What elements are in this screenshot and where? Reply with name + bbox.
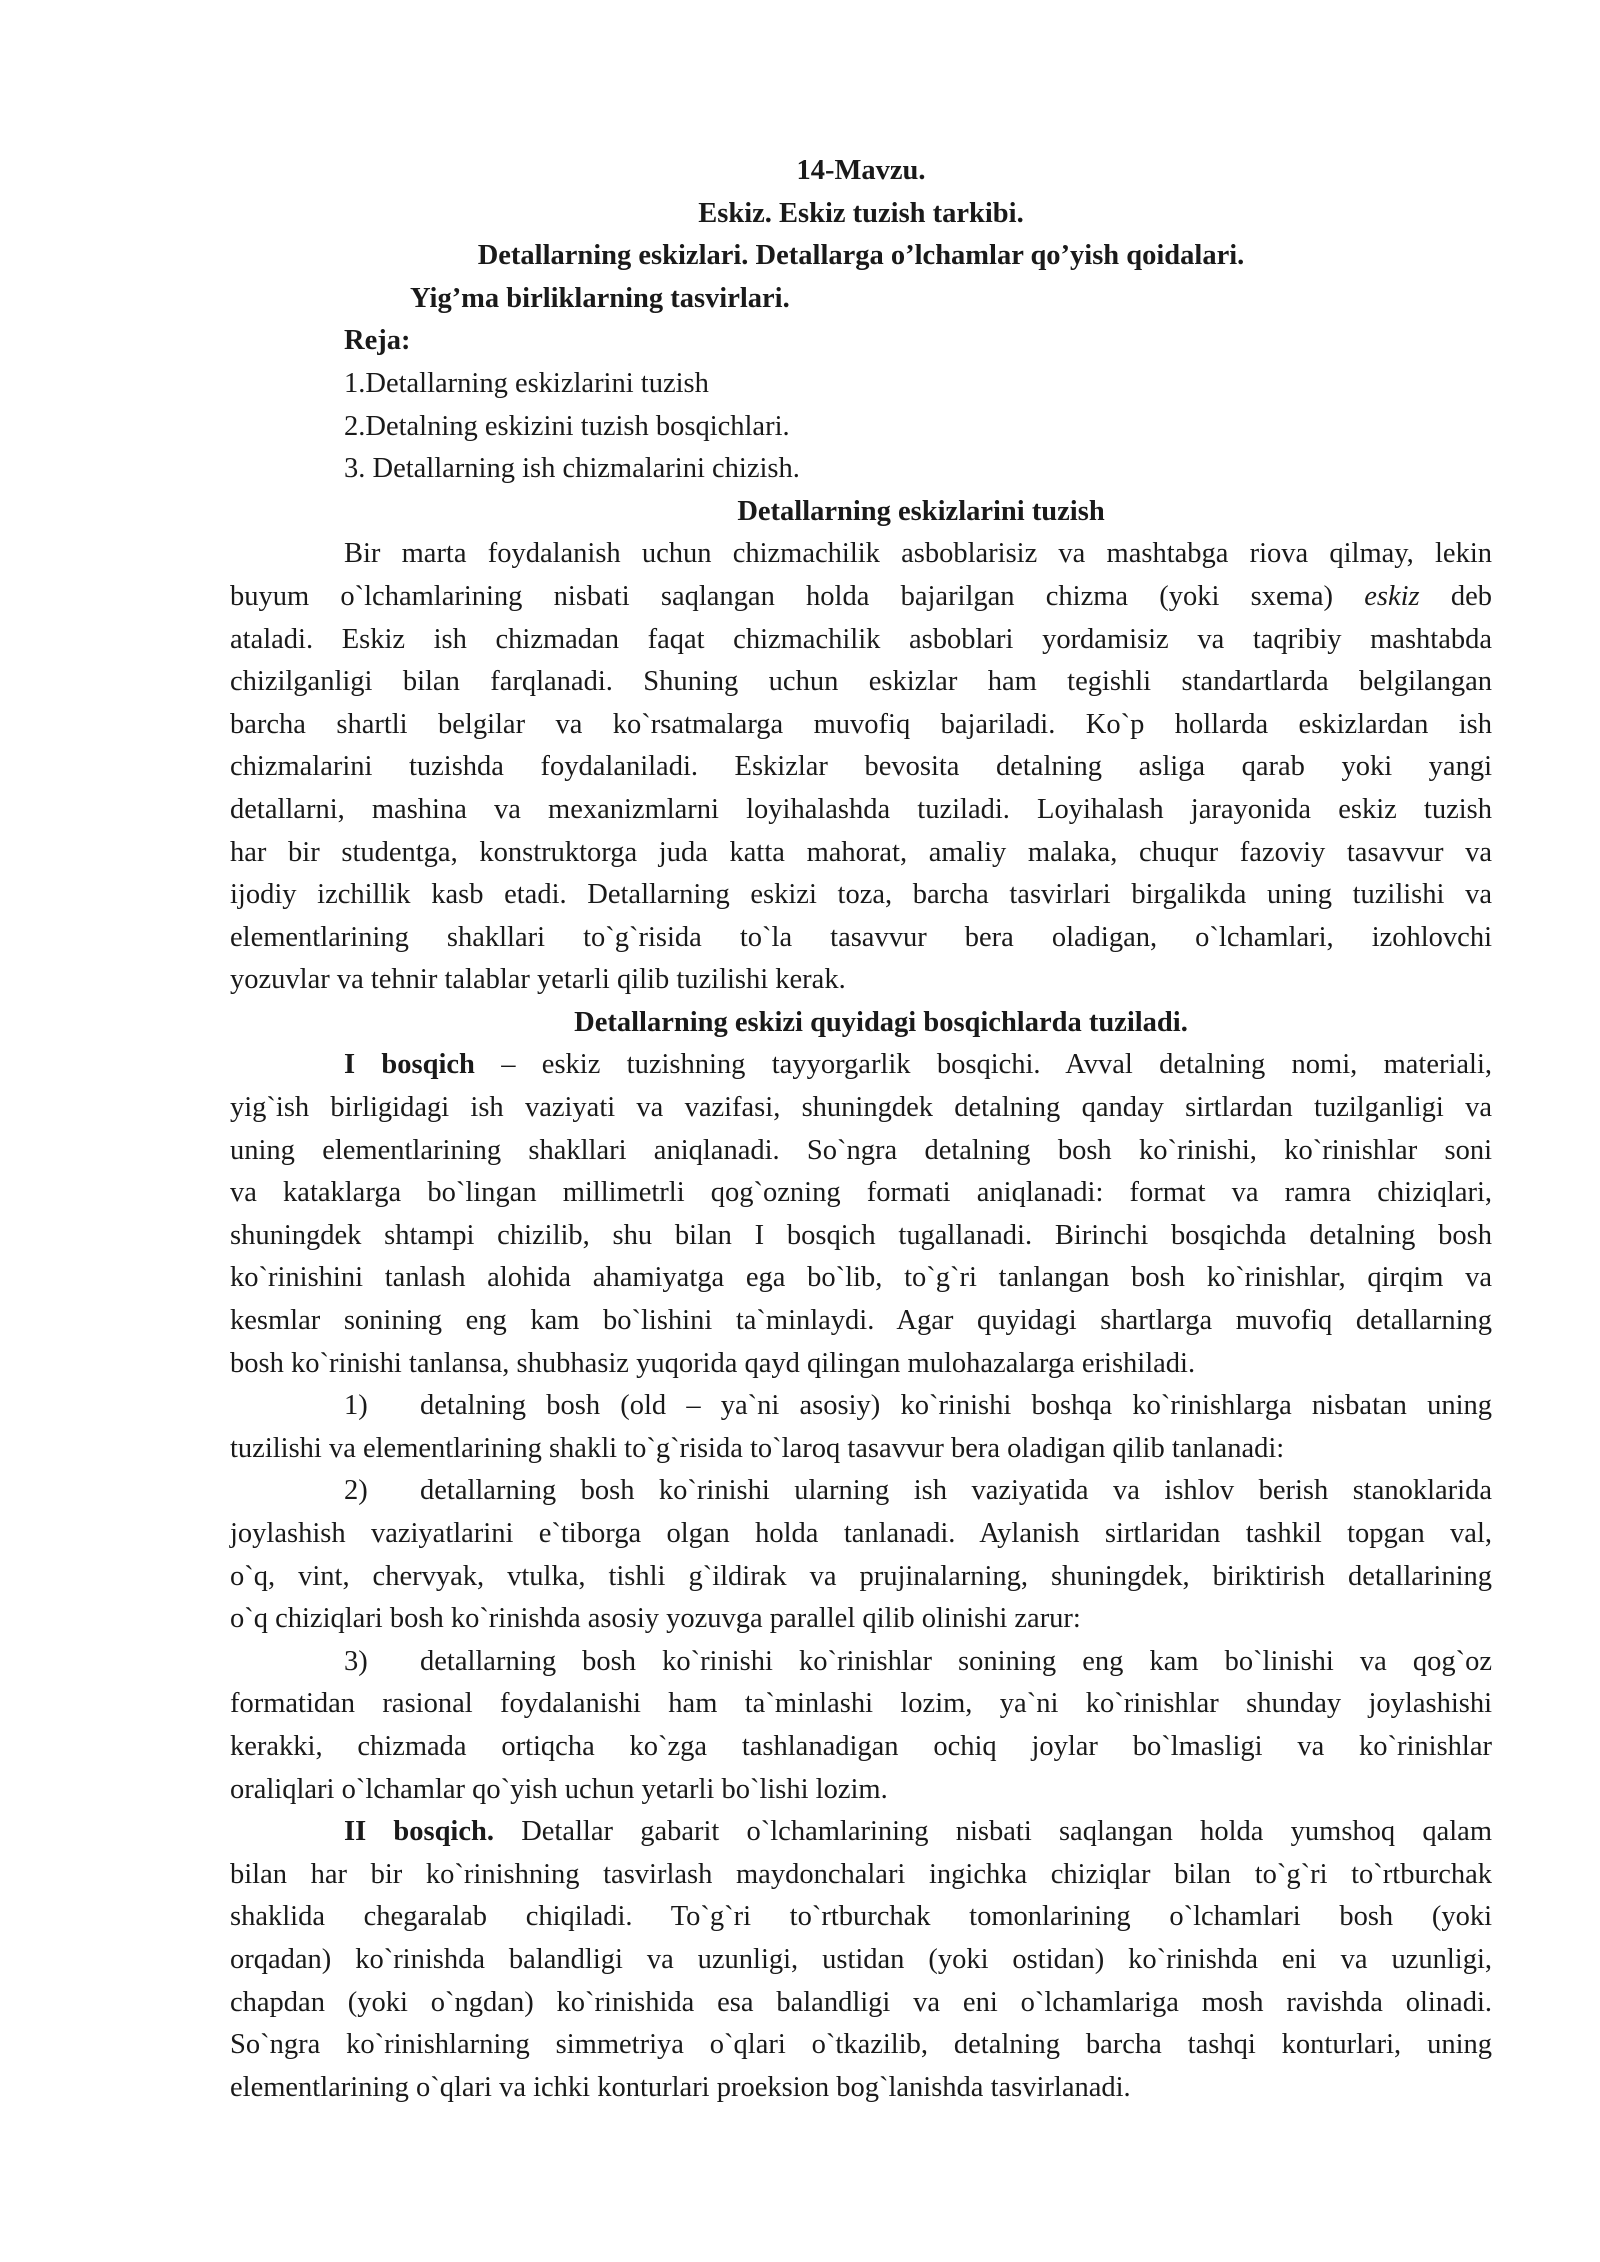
paragraph-line: o`q chiziqlari bosh ko`rinishda asosiy yozuvga parallel qilib olinishi zarur: (230, 1603, 1081, 1635)
italic-term: eskiz (1364, 580, 1420, 612)
plan-item: 3. Detallarning ish chizmalarini chizish. (344, 453, 800, 485)
paragraph-line: har bir studentga, konstruktorga juda katta mahorat, amaliy malaka, chuqur fazoviy tasavvur va (230, 836, 1492, 868)
section-heading: Detallarning eskizlarini tuzish (737, 495, 1105, 527)
paragraph-text: deb (1450, 580, 1493, 612)
paragraph-line: ko`rinishini tanlash alohida ahamiyatga ega bo`lib, to`g`ri tanlangan bosh ko`rinishlar, qirqim va (230, 1262, 1492, 1294)
paragraph-text: detallarning bosh ko`rinishi ko`rinishlar sonining eng kam bo`linishi va qog`oz (420, 1645, 1492, 1677)
plan-item: 1.Detallarning eskizlarini tuzish (344, 367, 709, 399)
paragraph-line (230, 1811, 1492, 1854)
paragraph-line: formatidan rasional foydalanishi ham ta`minlashi lozim, ya`ni ko`rinishlar shunday joylashishi (230, 1688, 1492, 1720)
section-heading: Detallarning eskizi quyidagi bosqichlarda tuziladi. (574, 1006, 1188, 1038)
list-item (230, 1385, 1492, 1428)
paragraph-line: bosh ko`rinishi tanlansa, shubhasiz yuqorida qayd qilingan mulohazalarga erishiladi. (230, 1347, 1196, 1379)
paragraph-line: barcha shartli belgilar va ko`rsatmalarga muvofiq bajariladi. Ko`p hollarda eskizlardan ish (230, 708, 1492, 740)
title-line-2: Detallarning eskizlari. Detallarga o’lchamlar qo’yish qoidalari. (477, 240, 1245, 272)
paragraph-line (230, 576, 1492, 619)
paragraph-line: elementlarining o`qlari va ichki konturlari proeksion bog`lanishda tasvirlanadi. (230, 2071, 1131, 2103)
paragraph-line (230, 1044, 1492, 1087)
paragraph-line: va kataklarga bo`lingan millimetrli qog`ozning formati aniqlanadi: format va ramra chiziqlari, (230, 1177, 1492, 1209)
paragraph-line: yig`ish birligidagi ish vaziyati va vazifasi, shuningdek detalning qanday sirtlardan tuzilganligi va (230, 1092, 1492, 1124)
paragraph-line: chizmalarini tuzishda foydalaniladi. Eskizlar bevosita detalning asliga qarab yoki yangi (230, 751, 1492, 783)
paragraph-line: So`ngra ko`rinishlarning simmetriya o`qlari o`tkazilib, detalning barcha tashqi konturlari, uning (230, 2029, 1492, 2061)
paragraph-line: bilan har bir ko`rinishning tasvirlash maydonchalari ingichka chiziqlar bilan to`g`ri to`rtburchak (230, 1858, 1492, 1890)
paragraph-line: chapdan (yoki o`ngdan) ko`rinishida esa balandligi va eni o`lchamlariga mosh ravishda olinadi. (230, 1986, 1492, 2018)
paragraph-line: elementlarining shakllari to`g`risida to`la tasavvur bera oladigan, o`lchamlari, izohlovchi (230, 921, 1492, 953)
list-item (230, 1641, 1492, 1684)
stage-label: II bosqich. (344, 1816, 494, 1848)
paragraph-text: buyum o`lchamlarining nisbati saqlangan holda bajarilgan chizma (yoki sxema) (230, 580, 1333, 612)
paragraph-line: ataladi. Eskiz ish chizmadan faqat chizmachilik asboblari yordamisiz va taqribiy mashtabda (230, 623, 1492, 655)
paragraph-line: oraliqlari o`lchamlar qo`yish uchun yetarli bo`lishi lozim. (230, 1773, 888, 1805)
title-line-1: Eskiz. Eskiz tuzish tarkibi. (698, 197, 1024, 229)
paragraph-line: joylashish vaziyatlarini e`tiborga olgan holda tanlanadi. Aylanish sirtlaridan tashkil topgan val, (230, 1518, 1492, 1549)
paragraph-line: tuzilishi va elementlarining shakli to`g`risida to`laroq tasavvur bera oladigan qilib tanlanadi: (230, 1432, 1285, 1464)
list-number: 2) (344, 1475, 368, 1507)
list-number: 1) (344, 1390, 368, 1422)
paragraph-line: yozuvlar va tehnir talablar yetarli qilib tuzilishi kerak. (230, 964, 846, 996)
paragraph-line: Bir marta foydalanish uchun chizmachilik asboblarisiz va mashtabga riova qilmay, lekin (344, 538, 1492, 570)
document-page (230, 150, 1492, 2109)
stage-label: I bosqich (344, 1049, 475, 1081)
paragraph-text: – eskiz tuzishning tayyorgarlik bosqichi. Avval detalning nomi, materiali, (501, 1049, 1492, 1081)
paragraph-line: orqadan) ko`rinishda balandligi va uzunligi, ustidan (yoki ostidan) ko`rinishda eni va uzunligi, (230, 1943, 1492, 1975)
paragraph-text: Detallar gabarit o`lchamlarining nisbati saqlangan holda yumshoq qalam (521, 1816, 1493, 1848)
plan-heading: Reja: (344, 325, 411, 357)
paragraph-line: detallarni, mashina va mexanizmlarni loyihalashda tuziladi. Loyihalash jarayonida eskiz tuzish (230, 793, 1492, 825)
paragraph-line: kesmlar sonining eng kam bo`lishini ta`minlaydi. Agar quyidagi shartlarga muvofiq detallarning (230, 1305, 1492, 1337)
paragraph-line: uning elementlarining shakllari aniqlanadi. So`ngra detalning bosh ko`rinishi, ko`rinishlar soni (230, 1134, 1492, 1166)
paragraph-line: kerakki, chizmada ortiqcha ko`zga tashlanadigan ochiq joylar bo`lmasligi va ko`rinishlar (230, 1730, 1492, 1762)
list-number: 3) (344, 1645, 368, 1677)
title-line-3: Yig’ma birliklarning tasvirlari. (410, 282, 790, 314)
paragraph-line: shaklida chegaralab chiqiladi. To`g`ri to`rtburchak tomonlarining o`lchamlari bosh (yoki (230, 1901, 1492, 1933)
topic-number: 14-Mavzu. (796, 155, 926, 186)
paragraph-line: shuningdek shtampi chizilib, shu bilan I bosqich tugallanadi. Birinchi bosqichda detalning bosh (230, 1219, 1492, 1251)
paragraph-line: chizilganligi bilan farqlanadi. Shuning uchun eskizlar ham tegishli standartlarda belgilangan (230, 666, 1492, 698)
list-item (230, 1470, 1492, 1513)
paragraph-line: o`q, vint, chervyak, vtulka, tishli g`ildirak va prujinalarning, shuningdek, biriktirish detallarining (230, 1560, 1492, 1592)
plan-item: 2.Detalning eskizini tuzish bosqichlari. (344, 410, 790, 442)
paragraph-text: detallarning bosh ko`rinishi ularning ish vaziyatida va ishlov berish stanoklarida (420, 1475, 1492, 1507)
paragraph-text: detalning bosh (old – ya`ni asosiy) ko`rinishi boshqa ko`rinishlarga nisbatan uning (420, 1390, 1492, 1422)
paragraph-line: ijodiy izchillik kasb etadi. Detallarning eskizi toza, barcha tasvirlari birgalikda uning tuzilishi va (230, 879, 1492, 911)
